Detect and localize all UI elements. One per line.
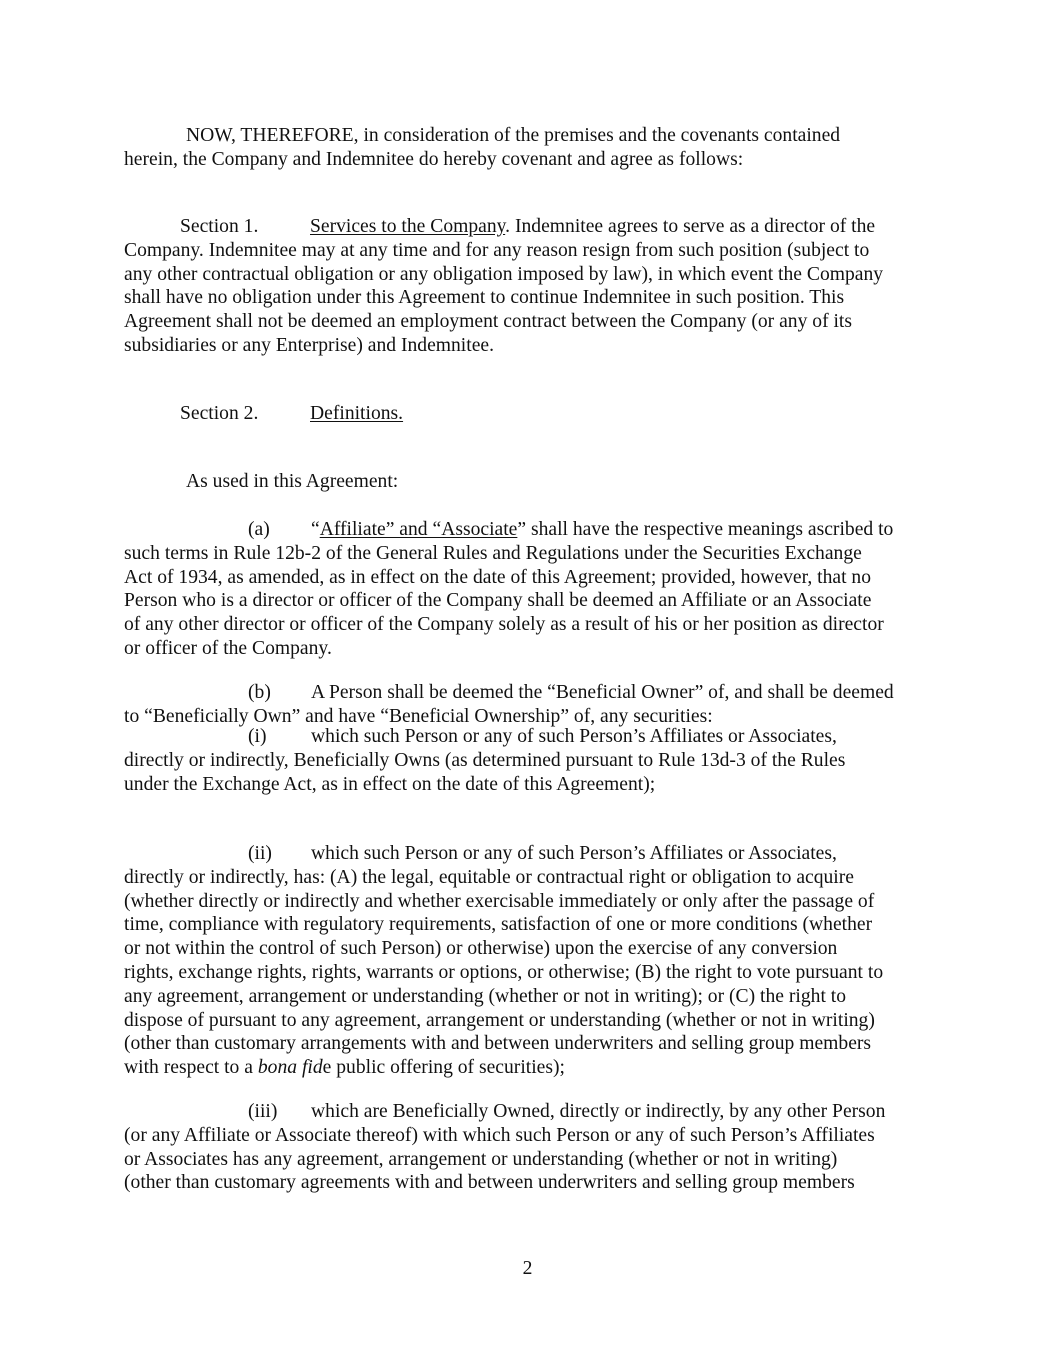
intro-line: As used in this Agreement: xyxy=(186,471,399,492)
preamble-paragraph xyxy=(124,124,930,172)
section-1-paragraph xyxy=(124,215,930,358)
section-1-line: any other contractual obligation or any obligation imposed by law), in which event the Company xyxy=(124,263,884,285)
section-2-heading-line xyxy=(124,402,930,426)
item-ii-last-before: with respect to a xyxy=(124,1057,258,1079)
item-iii-label: (iii) xyxy=(248,1101,278,1122)
item-ii-line: (whether directly or indirectly and whether exercisable immediately or only after the passage of xyxy=(124,890,875,912)
preamble-line: herein, the Company and Indemnitee do hereby covenant and agree as follows: xyxy=(124,148,744,170)
section-1-line: Company. Indemnitee may at any time and for any reason resign from such position (subject to xyxy=(124,239,870,261)
item-ii-line: any agreement, arrangement or understanding (whether or not in writing); or (C) the right to xyxy=(124,985,847,1007)
item-iii-line: (other than customary agreements with and between underwriters and selling group members xyxy=(124,1172,855,1194)
definition-b-paragraph xyxy=(124,681,930,729)
intro-paragraph xyxy=(124,470,930,494)
item-ii-last-line xyxy=(124,1056,930,1080)
page-number: 2 xyxy=(522,1258,533,1279)
definition-a-paragraph xyxy=(124,518,930,661)
definition-a-term: Affiliate” and “Associate xyxy=(319,519,518,540)
definition-b-first-text: A Person shall be deemed the “Beneficial Owner” of, and shall be deemed xyxy=(311,682,894,703)
definition-a-line: Person who is a director or officer of the Company shall be deemed an Affiliate or an Associate xyxy=(124,590,872,612)
item-ii-line: time, compliance with regulatory requirements, satisfaction of one or more conditions (whether xyxy=(124,914,873,936)
item-ii-first-line xyxy=(124,842,930,866)
section-1-first-line xyxy=(124,215,930,239)
definition-a-line: of any other director or officer of the Company solely as a result of his or her position as director xyxy=(124,614,884,636)
item-i-label: (i) xyxy=(248,726,267,747)
item-ii-italic-term: bona fid xyxy=(257,1057,323,1079)
item-iii-paragraph xyxy=(124,1100,930,1195)
preamble-line: NOW, THEREFORE, in consideration of the premises and the covenants contained xyxy=(186,125,841,146)
section-1-line: shall have no obligation under this Agreement to continue Indemnitee in such position. This xyxy=(124,287,845,309)
item-ii-line: rights, exchange rights, rights, warrants or options, or otherwise; (B) the right to vote pursuant to xyxy=(124,961,884,983)
definition-b-label: (b) xyxy=(248,682,271,703)
item-ii-line: (other than customary arrangements with and between underwriters and selling group members xyxy=(124,1033,872,1055)
item-ii-last-after: e public offering of securities); xyxy=(322,1057,565,1079)
definition-a-line: Act of 1934, as amended, as in effect on the date of this Agreement; provided, however, that no xyxy=(124,566,872,588)
definition-a-first-line-rest: ” shall have the respective meanings ascribed to xyxy=(517,519,894,540)
item-iii-first-line xyxy=(124,1100,930,1124)
definition-b-first-line xyxy=(124,681,930,705)
item-iii-first-text: which are Beneficially Owned, directly or indirectly, by any other Person xyxy=(311,1101,886,1122)
definition-a-label: (a) xyxy=(248,519,270,540)
item-i-paragraph xyxy=(124,725,930,796)
item-ii-label: (ii) xyxy=(248,843,272,864)
definition-b-line: to “Beneficially Own” and have “Beneficial Ownership” of, any securities: xyxy=(124,705,713,727)
section-1-heading-after: . Indemnitee agrees to serve as a director of the xyxy=(505,216,876,237)
section-1-heading: Services to the Company xyxy=(310,216,506,237)
definition-a-first-line xyxy=(124,518,930,542)
definition-a-quote-open: “ xyxy=(311,519,320,540)
item-ii-line: dispose of pursuant to any agreement, arrangement or understanding (whether or not in writing) xyxy=(124,1009,875,1031)
item-i-first-text: which such Person or any of such Person’s Affiliates or Associates, xyxy=(311,726,837,747)
section-2-number: Section 2. xyxy=(180,403,259,424)
item-ii-first-text: which such Person or any of such Person’s Affiliates or Associates, xyxy=(311,843,837,864)
section-1-line: Agreement shall not be deemed an employment contract between the Company (or any of its xyxy=(124,311,853,333)
definition-a-line: such terms in Rule 12b-2 of the General Rules and Regulations under the Securities Exchange xyxy=(124,542,862,564)
item-iii-line: or Associates has any agreement, arrangement or understanding (whether or not in writing) xyxy=(124,1148,838,1170)
definition-a-line: or officer of the Company. xyxy=(124,637,332,659)
item-ii-paragraph xyxy=(124,842,930,1080)
item-iii-line: (or any Affiliate or Associate thereof) with which such Person or any of such Person’s Affiliates xyxy=(124,1124,875,1146)
item-i-line: under the Exchange Act, as in effect on the date of this Agreement); xyxy=(124,773,656,795)
section-1-number: Section 1. xyxy=(180,216,259,237)
section-2-heading: Definitions. xyxy=(310,403,404,424)
item-ii-line: directly or indirectly, has: (A) the legal, equitable or contractual right or obligation to acquire xyxy=(124,866,854,888)
section-1-line: subsidiaries or any Enterprise) and Indemnitee. xyxy=(124,334,494,356)
item-i-line: directly or indirectly, Beneficially Owns (as determined pursuant to Rule 13d-3 of the Rules xyxy=(124,749,846,771)
item-i-first-line xyxy=(124,725,930,749)
item-ii-line: or not within the control of such Person) or otherwise) upon the exercise of any conversion xyxy=(124,938,838,960)
